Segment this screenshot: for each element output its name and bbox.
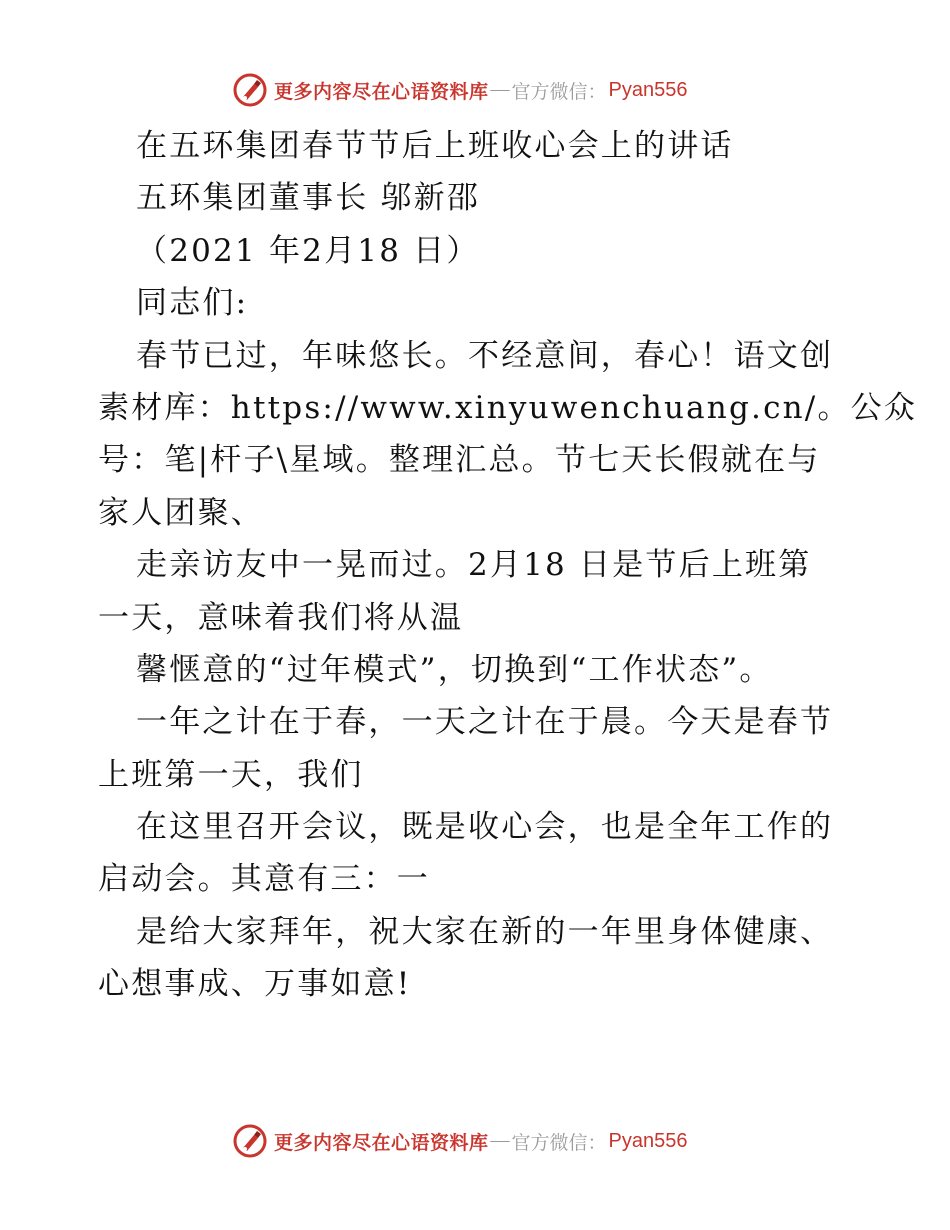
paragraph-line: 是给大家拜年，祝大家在新的一年里身体健康、 [136,913,834,950]
document-body [98,120,918,1011]
paragraph-line: 馨惬意的“过年模式”，切换到“工作状态”。 [136,651,773,688]
watermark-label: 官方微信： [511,1131,607,1154]
paragraph-line: 心想事成、万事如意! [98,966,412,1003]
header-watermark [232,70,688,110]
paragraph-line: 一年之计在于春，一天之计在于晨。今天是春节 [136,704,834,741]
footer-watermark [232,1121,688,1161]
watermark-wechat-id: Pyan556 [608,1129,688,1152]
paragraph-line: 上班第一天，我们 [98,756,364,793]
paragraph-line: 走亲访友中一晃而过。2月18 日是节后上班第 [136,547,812,584]
paragraph-line: 启动会。其意有三：一 [98,861,430,898]
pen-logo-icon [232,72,268,108]
paragraph-line: 一天，意味着我们将从温 [98,599,464,636]
paragraph-line: 号：笔|杆子\星域。整理汇总。节七天长假就在与 [98,442,821,479]
pen-logo-icon [232,1123,268,1159]
paragraph-line: 家人团聚、 [98,494,264,531]
document-title: 在五环集团春节节后上班收心会上的讲话 [136,128,734,164]
salutation: 同志们: [136,285,249,322]
document-date: （2021 年2月18 日） [136,232,480,269]
watermark-label: 官方微信： [511,80,607,103]
watermark-wechat-id: Pyan556 [608,78,688,101]
watermark-site-text: 更多内容尽在心语资料库 [274,1131,489,1154]
paragraph-line: 素材库：https://www.xinyuwenchuang.cn/。公众 [98,389,918,426]
watermark-dash: — [490,1130,510,1151]
paragraph-line: 春节已过，年味悠长。不经意间，春心！语文创 [136,337,834,374]
paragraph-line: 在这里召开会议，既是收心会，也是全年工作的 [136,809,834,846]
watermark-site-text: 更多内容尽在心语资料库 [274,80,489,103]
document-author: 五环集团董事长 邬新邵 [136,180,481,217]
watermark-dash: — [490,79,510,100]
